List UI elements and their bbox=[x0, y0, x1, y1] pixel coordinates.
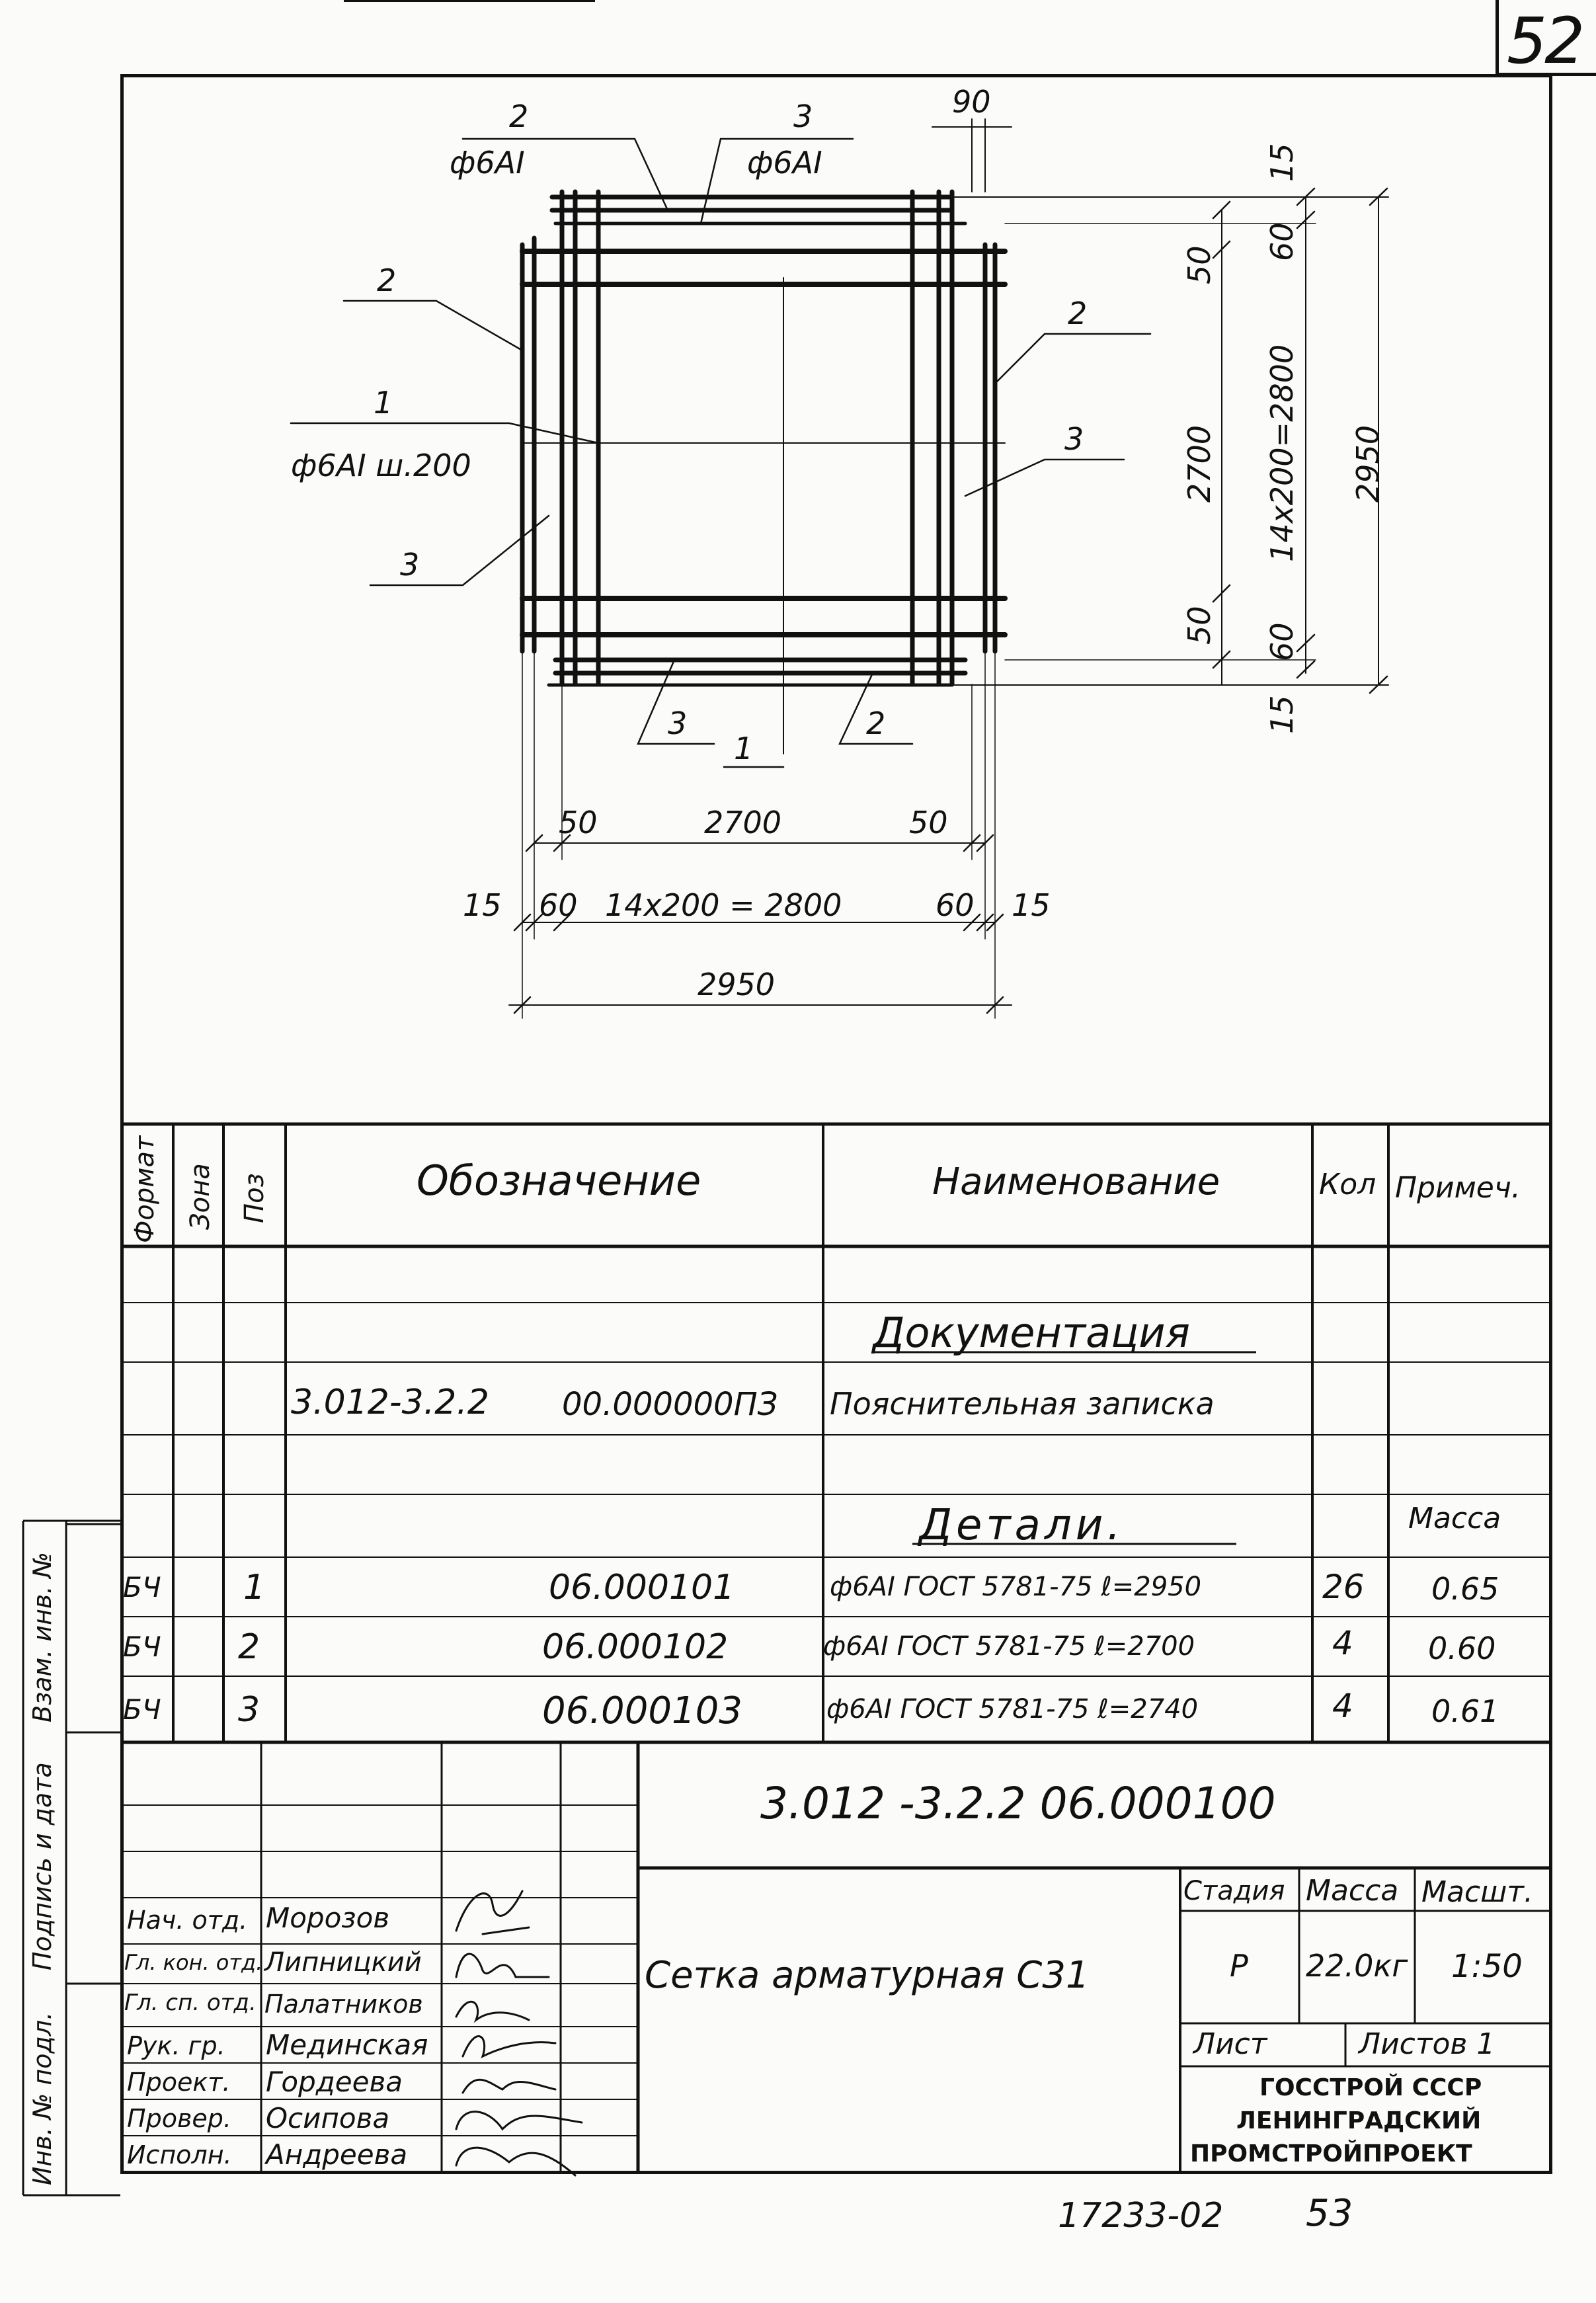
doc-name: Пояснительная записка bbox=[830, 1386, 1215, 1422]
side-inv-orig: Инв. № подл. bbox=[28, 2011, 57, 2185]
scale-label: Масшт. bbox=[1421, 1875, 1533, 1909]
dim-bot-15b: 15 bbox=[1012, 887, 1051, 923]
org-line-1: ГОССТРОЙ СССР bbox=[1259, 2074, 1482, 2101]
row1-mass: 0.65 bbox=[1431, 1571, 1499, 1607]
callout-top-2-dia: ф6АI bbox=[450, 145, 525, 181]
dim-bot-60b: 60 bbox=[936, 887, 975, 923]
mass-label: Масса bbox=[1306, 1874, 1399, 1908]
dim-right-60: 60 bbox=[1264, 222, 1300, 261]
callout-right-2: 2 bbox=[1068, 296, 1088, 331]
hdr-pos: Поз bbox=[239, 1173, 270, 1223]
callout-left-2: 2 bbox=[377, 263, 397, 298]
dim-bot-60a: 60 bbox=[539, 887, 578, 923]
row2-format: БЧ bbox=[123, 1631, 161, 1663]
dim-bot-15a: 15 bbox=[463, 887, 502, 923]
callout-right-3: 3 bbox=[1064, 421, 1084, 457]
person-role-6: Провер. bbox=[127, 2104, 231, 2133]
side-sign-date: Подпись и дата bbox=[28, 1762, 57, 1970]
row1-designation: 06.000101 bbox=[549, 1568, 735, 1607]
person-role-1: Нач. отд. bbox=[127, 1906, 248, 1935]
side-replaced-inv: Взам. инв. № bbox=[28, 1551, 57, 1722]
dim-right-50b: 50 bbox=[1181, 606, 1217, 645]
person-name-5: Гордеева bbox=[266, 2066, 403, 2098]
dim-right-15: 15 bbox=[1264, 143, 1300, 182]
dim-bot-14x200: 14x200 = 2800 bbox=[605, 887, 842, 923]
person-role-5: Проект. bbox=[127, 2068, 231, 2097]
person-role-4: Рук. гр. bbox=[127, 2031, 225, 2060]
doc-designation-b: 00.000000ПЗ bbox=[562, 1386, 778, 1423]
doc-designation-a: 3.012-3.2.2 bbox=[291, 1383, 489, 1422]
dim-bot-2950: 2950 bbox=[698, 967, 776, 1002]
row3-mass: 0.61 bbox=[1431, 1693, 1499, 1729]
stage-value: Р bbox=[1230, 1948, 1248, 1984]
person-role-2: Гл. кон. отд. bbox=[124, 1950, 263, 1975]
mass-value: 22.0кг bbox=[1306, 1948, 1408, 1984]
person-name-4: Мединская bbox=[266, 2029, 428, 2061]
row2-qty: 4 bbox=[1332, 1624, 1353, 1662]
sheet-number: 52 bbox=[1507, 4, 1583, 78]
row3-format: БЧ bbox=[123, 1693, 161, 1726]
person-name-6: Осипова bbox=[266, 2102, 390, 2134]
sheets-label: Листов 1 bbox=[1359, 2027, 1496, 2061]
person-name-3: Палатников bbox=[264, 1990, 423, 2019]
leader-left-2 bbox=[344, 301, 522, 350]
row3-designation: 06.000103 bbox=[542, 1689, 742, 1732]
hdr-note: Примеч. bbox=[1395, 1171, 1521, 1205]
hdr-name: Наименование bbox=[932, 1160, 1220, 1203]
dim-right-2950: 2950 bbox=[1350, 424, 1386, 503]
hdr-designation: Обозначение bbox=[417, 1156, 701, 1205]
dim-90: 90 bbox=[952, 84, 991, 120]
drawing-code: 3.012 -3.2.2 06.000100 bbox=[760, 1778, 1276, 1829]
row1-qty: 26 bbox=[1322, 1568, 1365, 1606]
dim-right-14x200: 14x200=2800 bbox=[1264, 344, 1300, 562]
stage-label: Стадия bbox=[1183, 1876, 1285, 1906]
leader-left-1 bbox=[291, 423, 598, 443]
row1-format: БЧ bbox=[123, 1571, 161, 1603]
hdr-format: Формат bbox=[130, 1135, 160, 1243]
row2-name: ф6АI ГОСТ 5781-75 ℓ=2700 bbox=[823, 1631, 1195, 1662]
row2-pos: 2 bbox=[238, 1627, 260, 1667]
dim-bot-50b: 50 bbox=[909, 805, 948, 840]
callout-top-3: 3 bbox=[793, 99, 813, 134]
person-role-7: Исполн. bbox=[127, 2140, 232, 2169]
row1-pos: 1 bbox=[243, 1568, 266, 1607]
archive-number: 17233-02 bbox=[1058, 2196, 1224, 2236]
dim-right-15b: 15 bbox=[1264, 695, 1300, 734]
person-role-3: Гл. сп. отд. bbox=[124, 1990, 257, 2016]
leader-right-2 bbox=[995, 334, 1150, 384]
row3-pos: 3 bbox=[238, 1690, 260, 1730]
leader-right-3 bbox=[965, 460, 1124, 496]
dim-right-60b: 60 bbox=[1264, 622, 1300, 661]
mass-header: Масса bbox=[1408, 1502, 1501, 1535]
callout-top-3-dia: ф6АI bbox=[747, 145, 822, 181]
row1-name: ф6АI ГОСТ 5781-75 ℓ=2950 bbox=[830, 1572, 1202, 1602]
org-line-3: ПРОМСТРОЙПРОЕКТ bbox=[1190, 2140, 1472, 2167]
hdr-qty: Кол bbox=[1319, 1168, 1377, 1201]
page-number: 53 bbox=[1306, 2192, 1353, 2235]
dim-bot-50a: 50 bbox=[559, 805, 598, 840]
person-name-1: Морозов bbox=[266, 1902, 390, 1934]
callout-bot-3: 3 bbox=[668, 706, 688, 741]
row3-name: ф6АI ГОСТ 5781-75 ℓ=2740 bbox=[826, 1694, 1199, 1724]
callout-left-3: 3 bbox=[400, 547, 420, 583]
dim-bot-2700: 2700 bbox=[704, 805, 782, 840]
hdr-zone: Зона bbox=[185, 1163, 216, 1230]
section-docs: Документация bbox=[873, 1309, 1190, 1357]
callout-left-1-dia: ф6АI ш.200 bbox=[291, 448, 471, 483]
person-name-2: Липницкий bbox=[264, 1947, 422, 1978]
row2-mass: 0.60 bbox=[1428, 1631, 1496, 1666]
sheet-label: Лист bbox=[1193, 2027, 1267, 2061]
dim-right-50: 50 bbox=[1181, 245, 1217, 284]
row3-qty: 4 bbox=[1332, 1687, 1353, 1725]
row2-designation: 06.000102 bbox=[542, 1627, 729, 1667]
dim-right-2700: 2700 bbox=[1181, 424, 1217, 503]
callout-bot-2: 2 bbox=[866, 706, 886, 741]
callout-bot-1: 1 bbox=[734, 731, 754, 766]
org-line-2: ЛЕНИНГРАДСКИЙ bbox=[1236, 2107, 1482, 2134]
person-name-7: Андреева bbox=[266, 2138, 408, 2171]
callout-top-2: 2 bbox=[509, 99, 529, 134]
mesh-drawing bbox=[0, 0, 1596, 1124]
callout-left-1: 1 bbox=[374, 385, 393, 421]
drawing-title: Сетка арматурная С31 bbox=[645, 1954, 1090, 1997]
section-parts: Детали. bbox=[919, 1501, 1125, 1550]
scale-value: 1:50 bbox=[1451, 1948, 1523, 1985]
